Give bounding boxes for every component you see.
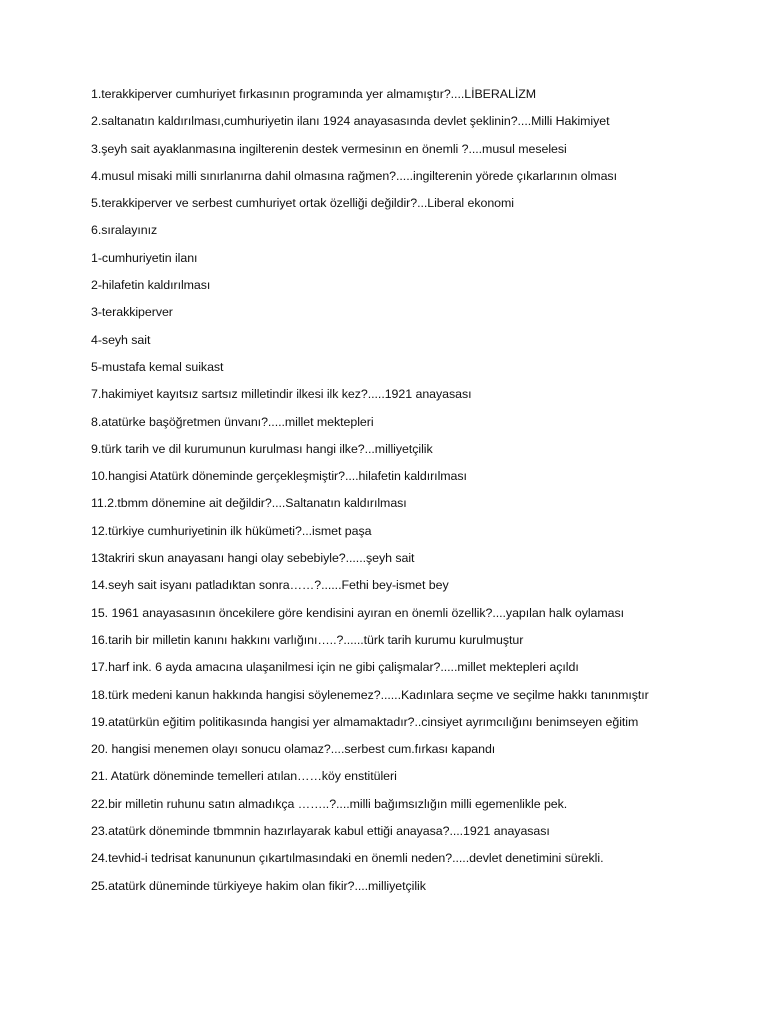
text-line: 8.atatürke başöğretmen ünvanı?.....millet mektepleri bbox=[91, 414, 374, 429]
text-line: 1-cumhuriyetin ilanı bbox=[91, 250, 198, 265]
text-line: 22.bir milletin ruhunu satın almadıkça ……..?....milli bağımsızlığın milli egemenlikle pek. bbox=[91, 796, 568, 811]
text-line: 10.hangisi Atatürk döneminde gerçekleşmiştir?....hilafetin kaldırılması bbox=[91, 469, 467, 484]
text-line: 5-mustafa kemal suikast bbox=[91, 359, 224, 374]
text-line: 5.terakkiperver ve serbest cumhuriyet ortak özelliği değildir?...Liberal ekonomi bbox=[91, 196, 514, 211]
text-line: 21. Atatürk döneminde temelleri atılan……köy enstitüleri bbox=[91, 769, 397, 784]
text-line: 2.saltanatın kaldırılması,cumhuriyetin ilanı 1924 anayasasında devlet şeklinin?....Milli Hakimiyet bbox=[91, 114, 610, 129]
text-line: 12.türkiye cumhuriyetinin ilk hükümeti?...ismet paşa bbox=[91, 523, 372, 538]
text-line: 17.harf ink. 6 ayda amacına ulaşanilmesi için ne gibi çalişmalar?.....millet mektepleri açıldı bbox=[91, 660, 579, 675]
text-line: 20. hangisi menemen olayı sonucu olamaz?....serbest cum.fırkası kapandı bbox=[91, 742, 496, 757]
text-line: 7.hakimiyet kayıtsız sartsız milletindir ilkesi ilk kez?.....1921 anayasası bbox=[91, 387, 472, 402]
question-list bbox=[91, 84, 751, 903]
text-line: 23.atatürk döneminde tbmmnin hazırlayarak kabul ettiği anayasa?....1921 anayasası bbox=[91, 824, 550, 839]
text-line: 4-seyh sait bbox=[91, 332, 151, 347]
text-line: 18.türk medeni kanun hakkında hangisi söylenemez?......Kadınlara seçme ve seçilme hakkı tanınmıştır bbox=[91, 687, 649, 702]
text-line: 16.tarih bir milletin kanını hakkını varlığını…..?......türk tarih kurumu kurulmuştur bbox=[91, 632, 524, 647]
text-line: 6.sıralayınız bbox=[91, 223, 158, 238]
text-line: 13takriri skun anayasanı hangi olay sebebiyle?......şeyh sait bbox=[91, 551, 415, 566]
text-line: 19.atatürkün eğitim politikasında hangisi yer almamaktadır?..cinsiyet ayrımcılığını benimseyen eğitim bbox=[91, 714, 639, 729]
text-line: 9.türk tarih ve dil kurumunun kurulması hangi ilke?...milliyetçilik bbox=[91, 441, 433, 456]
text-line: 11.2.tbmm dönemine ait değildir?....Saltanatın kaldırılması bbox=[91, 496, 407, 511]
text-line: 4.musul misaki milli sınırlanırna dahil olmasına rağmen?.....ingilterenin yörede çıkarlarının olması bbox=[91, 168, 617, 183]
text-line: 15. 1961 anayasasının öncekilere göre kendisini ayıran en önemli özellik?....yapılan halk oylaması bbox=[91, 605, 625, 620]
text-line: 3-terakkiperver bbox=[91, 305, 173, 320]
text-line: 25.atatürk düneminde türkiyeye hakim olan fikir?....milliyetçilik bbox=[91, 878, 426, 893]
text-line: 14.seyh sait isyanı patladıktan sonra……?......Fethi bey-ismet bey bbox=[91, 578, 449, 593]
text-line: 1.terakkiperver cumhuriyet fırkasının programında yer almamıştır?....LİBERALİZM bbox=[91, 87, 537, 101]
text-line: 24.tevhid-i tedrisat kanununun çıkartılmasındaki en önemli neden?.....devlet denetimini sürekli. bbox=[91, 851, 604, 866]
text-line: 2-hilafetin kaldırılması bbox=[91, 278, 211, 293]
text-line: 3.şeyh sait ayaklanmasına ingilterenin destek vermesinın en önemli ?....musul meselesi bbox=[91, 141, 567, 156]
